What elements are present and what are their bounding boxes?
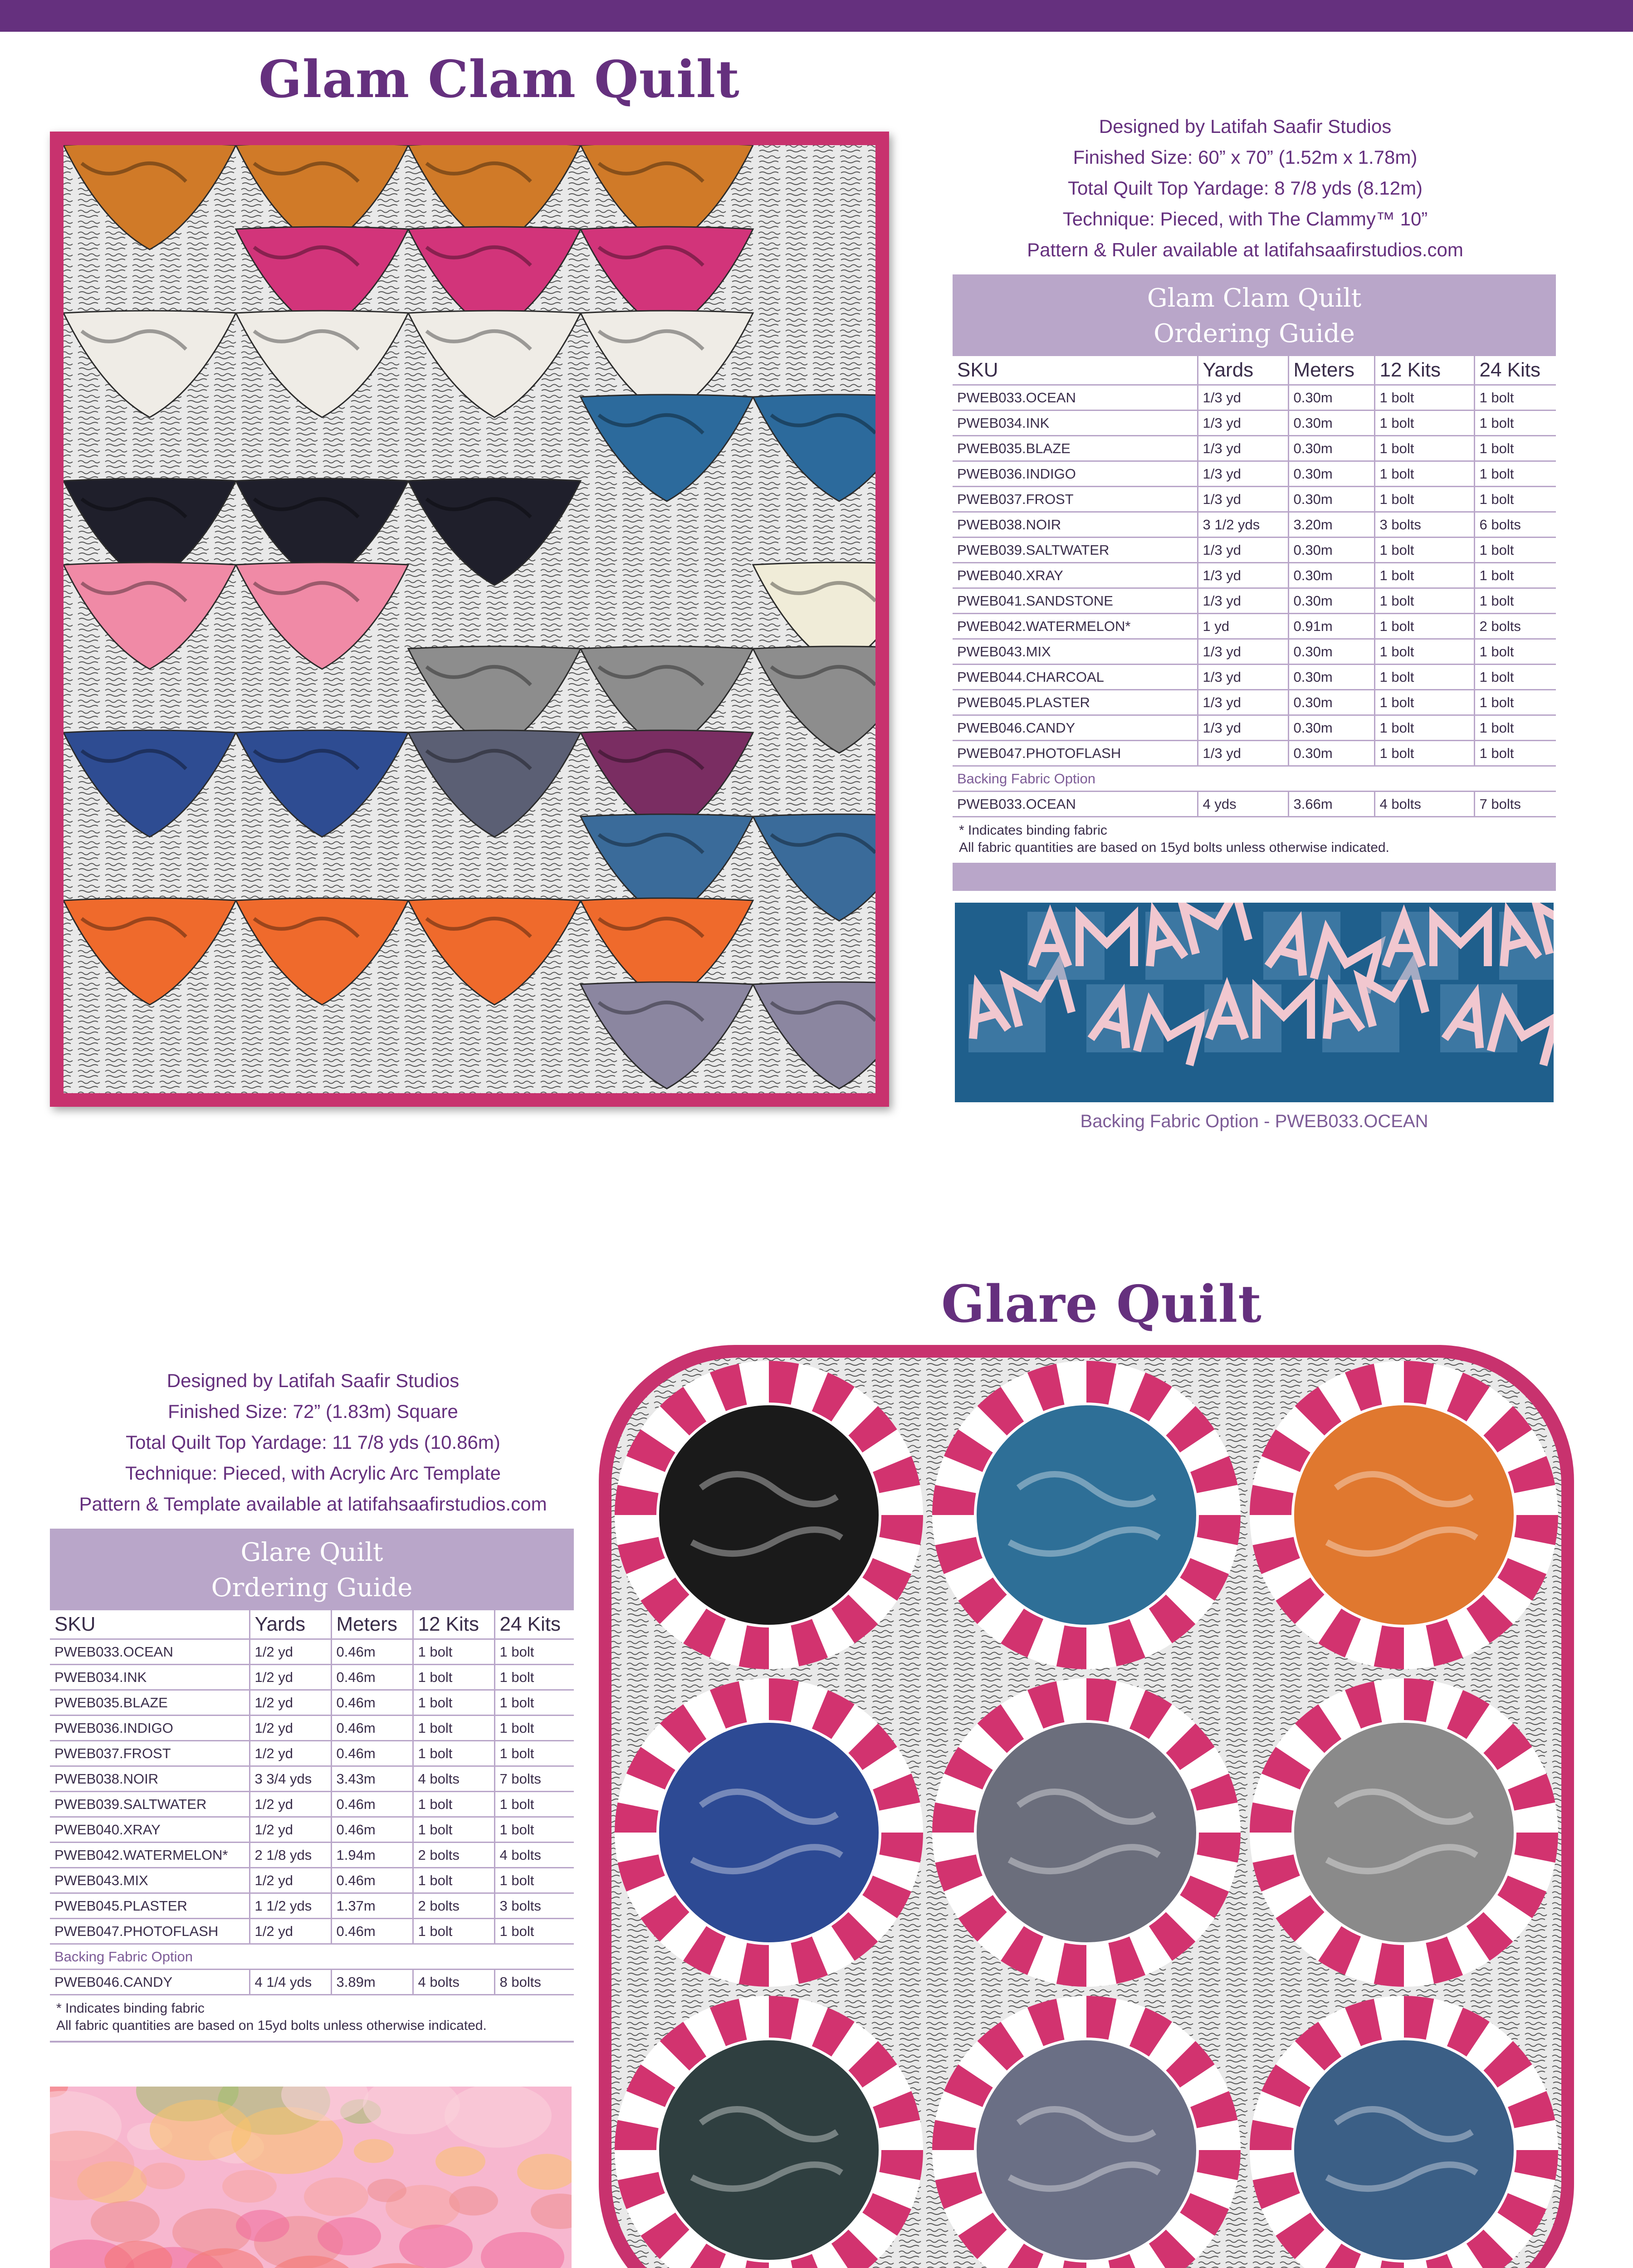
- column-header: Yards: [1198, 356, 1288, 385]
- backing-row: [50, 1970, 574, 1995]
- table-cell: 1 bolt: [1474, 665, 1556, 690]
- finished-size-line: Finished Size: 60” x 70” (1.52m x 1.78m): [1073, 147, 1418, 168]
- table-cell: 0.30m: [1288, 588, 1374, 614]
- table-cell: PWEB035.BLAZE: [953, 436, 1198, 461]
- table-row: [953, 741, 1556, 766]
- table-cell: 1/3 yd: [1198, 690, 1288, 715]
- ring-center: [1293, 1721, 1515, 1944]
- glam-clam-info: [966, 111, 1524, 265]
- table-cell: 1/2 yd: [249, 1792, 331, 1817]
- glare-quilt-image: [599, 1345, 1574, 2268]
- table-cell: 0.30m: [1288, 690, 1374, 715]
- table-cell: 3 bolts: [494, 1893, 574, 1919]
- table-cell: 1 bolt: [494, 1792, 574, 1817]
- table-row: [50, 1843, 574, 1868]
- table-cell: 1 bolt: [1474, 715, 1556, 741]
- table-cell: 4 yds: [1198, 792, 1288, 817]
- table-cell: 1 bolt: [1474, 563, 1556, 588]
- table-cell: PWEB047.PHOTOFLASH: [50, 1919, 249, 1944]
- table-cell: 4 bolts: [413, 1970, 494, 1995]
- fabric-motif: [449, 2186, 498, 2216]
- table-cell: 0.46m: [331, 1741, 413, 1766]
- fabric-motif: [222, 2170, 277, 2203]
- table-row: [50, 1868, 574, 1893]
- table-row: [50, 1893, 574, 1919]
- table-cell: 1 bolt: [1374, 665, 1474, 690]
- table-cell: 1 bolt: [1374, 411, 1474, 436]
- table-cell: 1 bolt: [494, 1817, 574, 1843]
- table-cell: 4 bolts: [1374, 792, 1474, 817]
- table-row: [953, 512, 1556, 538]
- guide-title: Glare Quilt: [240, 1538, 383, 1567]
- table-cell: PWEB040.XRAY: [50, 1817, 249, 1843]
- table-row: [953, 385, 1556, 411]
- table-cell: 1 bolt: [1474, 385, 1556, 411]
- table-row: [953, 563, 1556, 588]
- binding-note: * Indicates binding fabric: [959, 823, 1107, 838]
- table-cell: 1 bolt: [413, 1716, 494, 1741]
- guide-subtitle: Ordering Guide: [211, 1573, 413, 1603]
- table-cell: PWEB040.XRAY: [953, 563, 1198, 588]
- table-row: [953, 665, 1556, 690]
- table-cell: 2 bolts: [1474, 614, 1556, 639]
- table-cell: 0.46m: [331, 1919, 413, 1944]
- table-cell: 7 bolts: [494, 1766, 574, 1792]
- table-row: [50, 1741, 574, 1766]
- table-cell: PWEB045.PLASTER: [953, 690, 1198, 715]
- table-cell: 0.46m: [331, 1639, 413, 1665]
- fabric-motif: [367, 2179, 406, 2202]
- table-cell: 1/3 yd: [1198, 461, 1288, 487]
- table-cell: PWEB034.INK: [953, 411, 1198, 436]
- guide-notes: [50, 1995, 574, 2043]
- glare-ordering-guide: [50, 1529, 574, 2043]
- glare-ring-block: [1250, 1678, 1558, 1987]
- table-cell: PWEB047.PHOTOFLASH: [953, 741, 1198, 766]
- backing-label: Backing Fabric Option: [953, 766, 1556, 792]
- table-cell: 1 bolt: [1374, 639, 1474, 665]
- column-header: 24 Kits: [1474, 356, 1556, 385]
- fabric-motif: [354, 2139, 394, 2163]
- table-cell: 0.46m: [331, 1868, 413, 1893]
- table-cell: PWEB035.BLAZE: [50, 1690, 249, 1716]
- fabric-motif: [236, 2210, 289, 2242]
- table-cell: PWEB038.NOIR: [953, 512, 1198, 538]
- table-cell: 0.30m: [1288, 665, 1374, 690]
- guide-title: Glam Clam Quilt: [1147, 284, 1362, 313]
- table-cell: 0.30m: [1288, 461, 1374, 487]
- ring-center: [658, 1721, 880, 1944]
- ocean-fabric-swatch: [955, 903, 1554, 1102]
- ring-center: [658, 1404, 880, 1626]
- table-cell: 7 bolts: [1474, 792, 1556, 817]
- glare-quilt-illustration: [599, 1345, 1574, 2268]
- table-row: [50, 1665, 574, 1690]
- table-cell: 1 bolt: [494, 1741, 574, 1766]
- table-cell: PWEB033.OCEAN: [953, 792, 1198, 817]
- glam-clam-quilt-illustration: [50, 132, 889, 1107]
- table-cell: 1/3 yd: [1198, 538, 1288, 563]
- table-cell: 1/2 yd: [249, 1741, 331, 1766]
- table-cell: 1 bolt: [1474, 741, 1556, 766]
- ordering-table: [50, 1610, 574, 1995]
- glare-ring-block: [932, 1678, 1241, 1987]
- candy-fabric-swatch: [50, 2087, 572, 2268]
- table-cell: 0.46m: [331, 1792, 413, 1817]
- table-row: [953, 487, 1556, 512]
- table-row: [953, 715, 1556, 741]
- backing-swatch-ocean: [955, 903, 1554, 1102]
- guide-footer-bar: [953, 865, 1556, 891]
- table-cell: PWEB036.INDIGO: [50, 1716, 249, 1741]
- table-row: [50, 1919, 574, 1944]
- glare-info: [45, 1365, 581, 1520]
- guide-header: [953, 274, 1556, 356]
- table-cell: 3.20m: [1288, 512, 1374, 538]
- technique-line: Technique: Pieced, with The Clammy™ 10”: [1062, 208, 1428, 230]
- table-cell: 1 bolt: [494, 1919, 574, 1944]
- table-cell: 0.30m: [1288, 741, 1374, 766]
- table-cell: 6 bolts: [1474, 512, 1556, 538]
- table-row: [953, 588, 1556, 614]
- guide-subtitle: Ordering Guide: [1154, 319, 1355, 348]
- glare-ring-block: [1250, 1361, 1558, 1669]
- glare-ring-block: [932, 1361, 1241, 1669]
- backing-label: Backing Fabric Option: [50, 1944, 574, 1970]
- yardage-line: Total Quilt Top Yardage: 8 7/8 yds (8.12m): [1067, 177, 1423, 199]
- table-cell: 1 bolt: [1374, 614, 1474, 639]
- table-row: [953, 639, 1556, 665]
- column-header: 12 Kits: [1374, 356, 1474, 385]
- table-row: [50, 1792, 574, 1817]
- fabric-motif: [91, 2201, 160, 2242]
- table-cell: 0.30m: [1288, 385, 1374, 411]
- table-cell: PWEB041.SANDSTONE: [953, 588, 1198, 614]
- fabric-motif: [399, 2224, 473, 2268]
- table-cell: 0.46m: [331, 1690, 413, 1716]
- backing-caption-ocean: Backing Fabric Option - PWEB033.OCEAN: [1080, 1111, 1428, 1131]
- pattern-link-line[interactable]: Pattern & Template available at latifahsaafirstudios.com: [79, 1493, 547, 1515]
- table-cell: 1/2 yd: [249, 1868, 331, 1893]
- table-cell: 3 3/4 yds: [249, 1766, 331, 1792]
- table-cell: 0.46m: [331, 1665, 413, 1690]
- ordering-table: [953, 356, 1556, 817]
- ring-center: [658, 2039, 880, 2261]
- guide-header: [50, 1529, 574, 1610]
- table-cell: PWEB046.CANDY: [953, 715, 1198, 741]
- table-cell: 1/3 yd: [1198, 741, 1288, 766]
- table-cell: PWEB033.OCEAN: [953, 385, 1198, 411]
- table-cell: PWEB039.SALTWATER: [50, 1792, 249, 1817]
- glare-title: Glare Quilt: [941, 1275, 1262, 1334]
- table-cell: 1 bolt: [1474, 690, 1556, 715]
- table-row: [953, 411, 1556, 436]
- column-header: SKU: [953, 356, 1198, 385]
- yardage-line: Total Quilt Top Yardage: 11 7/8 yds (10.86m): [126, 1432, 500, 1453]
- table-cell: PWEB042.WATERMELON*: [50, 1843, 249, 1868]
- table-cell: PWEB036.INDIGO: [953, 461, 1198, 487]
- top-banner: [0, 0, 1633, 32]
- table-cell: 1 bolt: [1474, 461, 1556, 487]
- table-cell: 1 bolt: [1374, 715, 1474, 741]
- glare-ring-block: [615, 1361, 923, 1669]
- table-cell: 0.30m: [1288, 487, 1374, 512]
- table-cell: 0.30m: [1288, 563, 1374, 588]
- table-row: [50, 1639, 574, 1665]
- table-row: [50, 1766, 574, 1792]
- ring-center: [975, 2039, 1198, 2261]
- table-cell: 1 yd: [1198, 614, 1288, 639]
- column-header: 24 Kits: [494, 1610, 574, 1639]
- ring-center: [975, 1404, 1198, 1626]
- table-cell: 1 bolt: [1474, 639, 1556, 665]
- table-cell: 1 bolt: [494, 1690, 574, 1716]
- table-cell: 0.46m: [331, 1817, 413, 1843]
- table-cell: 3 bolts: [1374, 512, 1474, 538]
- table-cell: 1/2 yd: [249, 1690, 331, 1716]
- table-cell: 1 bolt: [413, 1817, 494, 1843]
- column-header: Meters: [331, 1610, 413, 1639]
- fabric-motif: [150, 2100, 251, 2160]
- table-cell: 1 bolt: [1374, 487, 1474, 512]
- table-cell: 1/2 yd: [249, 1639, 331, 1665]
- table-cell: 0.30m: [1288, 715, 1374, 741]
- table-cell: 8 bolts: [494, 1970, 574, 1995]
- table-cell: PWEB033.OCEAN: [50, 1639, 249, 1665]
- fabric-motif: [435, 2146, 485, 2176]
- table-cell: PWEB037.FROST: [953, 487, 1198, 512]
- table-cell: 0.30m: [1288, 436, 1374, 461]
- table-row: [953, 436, 1556, 461]
- technique-line: Technique: Pieced, with Acrylic Arc Template: [125, 1462, 501, 1484]
- glam-clam-title: Glam Clam Quilt: [259, 50, 740, 109]
- table-cell: 0.91m: [1288, 614, 1374, 639]
- table-cell: 2 1/8 yds: [249, 1843, 331, 1868]
- bolt-note: All fabric quantities are based on 15yd bolts unless otherwise indicated.: [959, 840, 1389, 855]
- table-cell: 1 bolt: [1474, 588, 1556, 614]
- glam-clam-quilt-image: [50, 132, 889, 1107]
- table-cell: 1 bolt: [1374, 741, 1474, 766]
- table-cell: 1/3 yd: [1198, 715, 1288, 741]
- fabric-motif: [318, 2217, 381, 2255]
- table-cell: 1/3 yd: [1198, 588, 1288, 614]
- table-cell: 1/3 yd: [1198, 487, 1288, 512]
- table-cell: 1 bolt: [413, 1665, 494, 1690]
- column-header: Meters: [1288, 356, 1374, 385]
- backing-row: [953, 792, 1556, 817]
- fabric-motif: [304, 2177, 368, 2216]
- table-cell: PWEB043.MIX: [953, 639, 1198, 665]
- table-cell: 1/3 yd: [1198, 665, 1288, 690]
- table-cell: 1/3 yd: [1198, 436, 1288, 461]
- designer-line: Designed by Latifah Saafir Studios: [1099, 116, 1392, 137]
- table-cell: 0.30m: [1288, 411, 1374, 436]
- table-cell: 1 bolt: [1374, 461, 1474, 487]
- table-cell: 2 bolts: [413, 1893, 494, 1919]
- table-cell: PWEB042.WATERMELON*: [953, 614, 1198, 639]
- table-row: [50, 1690, 574, 1716]
- column-header: Yards: [249, 1610, 331, 1639]
- table-cell: 1 bolt: [1474, 411, 1556, 436]
- table-cell: PWEB045.PLASTER: [50, 1893, 249, 1919]
- table-cell: 1 bolt: [413, 1919, 494, 1944]
- table-cell: 4 bolts: [494, 1843, 574, 1868]
- ring-center: [1293, 1404, 1515, 1626]
- table-cell: 1/3 yd: [1198, 639, 1288, 665]
- table-cell: 1 bolt: [494, 1639, 574, 1665]
- table-cell: 1/3 yd: [1198, 411, 1288, 436]
- table-cell: 0.30m: [1288, 538, 1374, 563]
- table-cell: 1/3 yd: [1198, 563, 1288, 588]
- table-cell: 1/2 yd: [249, 1919, 331, 1944]
- table-cell: 1 bolt: [413, 1868, 494, 1893]
- table-row: [50, 1817, 574, 1843]
- glare-ring-block: [615, 1678, 923, 1987]
- table-cell: PWEB046.CANDY: [50, 1970, 249, 1995]
- table-cell: PWEB038.NOIR: [50, 1766, 249, 1792]
- column-header: 12 Kits: [413, 1610, 494, 1639]
- table-cell: 3.66m: [1288, 792, 1374, 817]
- glam-clam-ordering-guide: [953, 274, 1556, 891]
- table-row: [953, 614, 1556, 639]
- table-cell: 1 bolt: [1374, 563, 1474, 588]
- ring-center: [1293, 2039, 1515, 2261]
- table-row: [50, 1716, 574, 1741]
- binding-note: * Indicates binding fabric: [56, 2001, 205, 2016]
- table-cell: PWEB034.INK: [50, 1665, 249, 1690]
- table-cell: PWEB039.SALTWATER: [953, 538, 1198, 563]
- table-cell: 1 bolt: [1474, 487, 1556, 512]
- table-cell: PWEB044.CHARCOAL: [953, 665, 1198, 690]
- table-cell: 3.43m: [331, 1766, 413, 1792]
- table-cell: 1 bolt: [1374, 690, 1474, 715]
- guide-notes: [953, 817, 1556, 865]
- table-cell: 1 bolt: [1474, 538, 1556, 563]
- table-cell: 1/3 yd: [1198, 385, 1288, 411]
- bolt-note: All fabric quantities are based on 15yd bolts unless otherwise indicated.: [56, 2018, 487, 2033]
- table-cell: 3 1/2 yds: [1198, 512, 1288, 538]
- table-cell: 1.37m: [331, 1893, 413, 1919]
- table-cell: 1 bolt: [1374, 588, 1474, 614]
- table-cell: 1 bolt: [494, 1716, 574, 1741]
- table-cell: 1 bolt: [413, 1690, 494, 1716]
- table-row: [953, 461, 1556, 487]
- table-row: [953, 690, 1556, 715]
- column-header: SKU: [50, 1610, 249, 1639]
- table-cell: 1/2 yd: [249, 1817, 331, 1843]
- table-cell: 1 bolt: [413, 1792, 494, 1817]
- table-cell: 1/2 yd: [249, 1665, 331, 1690]
- backing-label-row: [50, 1944, 574, 1970]
- ring-center: [975, 1721, 1198, 1944]
- table-cell: 1 bolt: [413, 1639, 494, 1665]
- table-cell: 1 bolt: [494, 1665, 574, 1690]
- table-cell: 0.46m: [331, 1716, 413, 1741]
- backing-label-row: [953, 766, 1556, 792]
- designer-line: Designed by Latifah Saafir Studios: [166, 1370, 460, 1391]
- table-cell: 1 1/2 yds: [249, 1893, 331, 1919]
- table-cell: 2 bolts: [413, 1843, 494, 1868]
- pattern-link-line[interactable]: Pattern & Ruler available at latifahsaafirstudios.com: [1027, 239, 1463, 260]
- table-cell: 1 bolt: [413, 1741, 494, 1766]
- table-cell: 1 bolt: [1374, 436, 1474, 461]
- table-cell: 1 bolt: [1474, 436, 1556, 461]
- fabric-motif: [141, 2163, 185, 2190]
- backing-swatch-candy: [50, 2087, 572, 2268]
- finished-size-line: Finished Size: 72” (1.83m) Square: [168, 1401, 458, 1422]
- table-cell: 1 bolt: [1374, 538, 1474, 563]
- table-cell: 4 1/4 yds: [249, 1970, 331, 1995]
- table-cell: 1.94m: [331, 1843, 413, 1868]
- table-cell: 3.89m: [331, 1970, 413, 1995]
- table-cell: 1/2 yd: [249, 1716, 331, 1741]
- table-cell: 4 bolts: [413, 1766, 494, 1792]
- table-cell: PWEB037.FROST: [50, 1741, 249, 1766]
- table-row: [953, 538, 1556, 563]
- table-cell: 1 bolt: [494, 1868, 574, 1893]
- table-cell: 1 bolt: [1374, 385, 1474, 411]
- table-cell: 0.30m: [1288, 639, 1374, 665]
- table-cell: PWEB043.MIX: [50, 1868, 249, 1893]
